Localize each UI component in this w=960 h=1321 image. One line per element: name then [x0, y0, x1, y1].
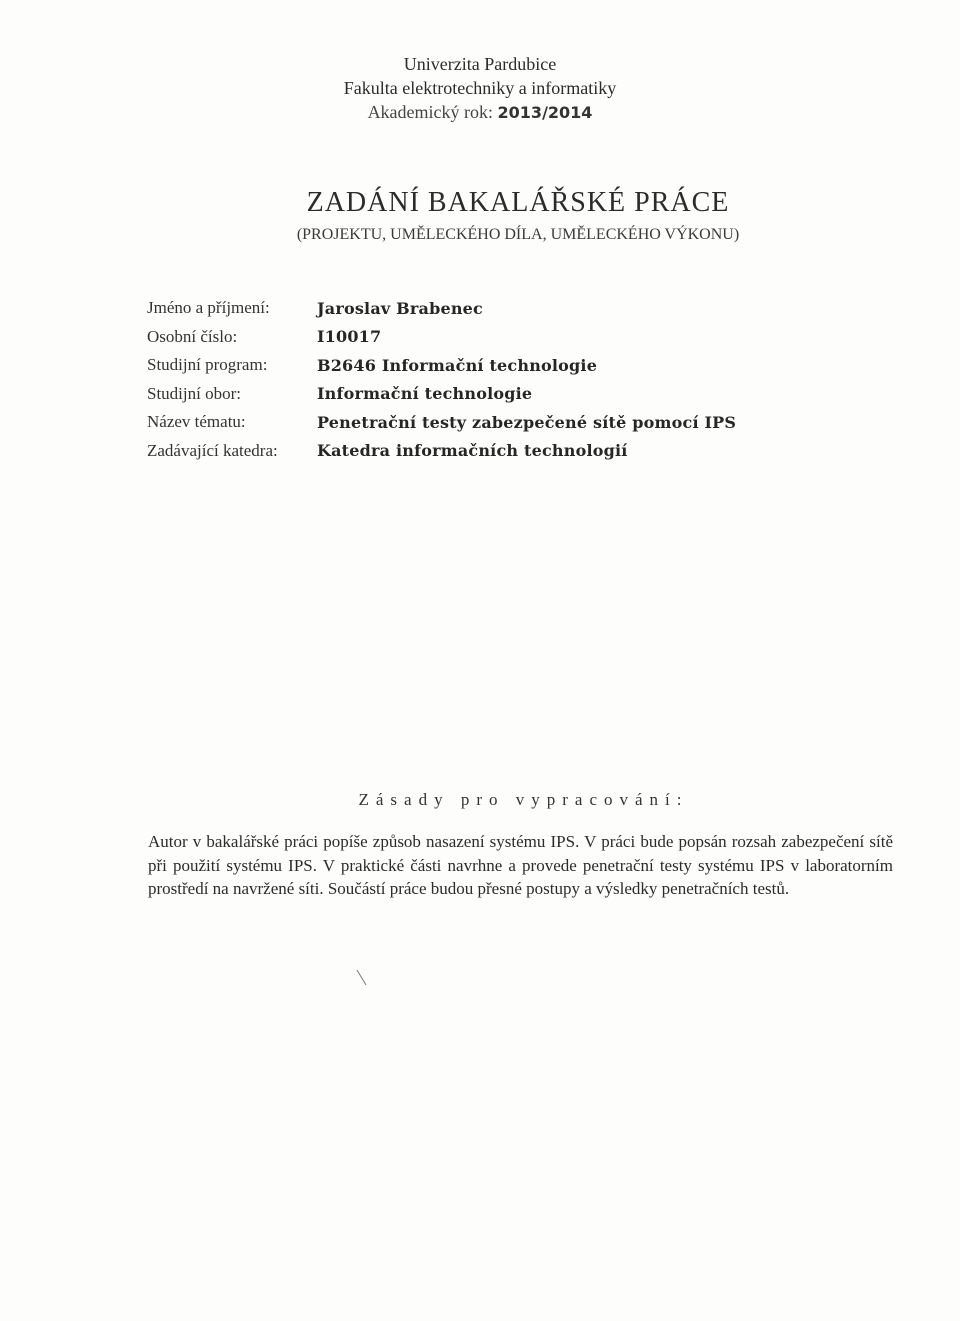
academic-year-label: Akademický rok:	[367, 102, 494, 122]
info-label: Zadávající katedra:	[147, 440, 278, 460]
document-subtitle: (PROJEKTU, UMĚLECKÉHO DÍLA, UMĚLECKÉHO VÝKONU)	[296, 226, 740, 243]
student-info	[147, 294, 736, 465]
info-value: Informační technologie	[317, 384, 533, 404]
academic-year	[0, 100, 960, 125]
info-label: Jméno a příjmení:	[147, 298, 270, 318]
document-title: ZADÁNÍ BAKALÁŘSKÉ PRÁCE	[306, 187, 730, 218]
principles-heading: Zásady pro vypracování:	[358, 790, 689, 809]
info-label: Studijní obor:	[147, 383, 241, 403]
info-label: Osobní číslo:	[147, 326, 238, 346]
university-name: Univerzita Pardubice	[403, 54, 557, 74]
info-value: I10017	[317, 327, 382, 347]
principles-body: Autor v bakalářské práci popíše způsob nasazení systému IPS. V práci bude popsán rozsah zabezpečení sítě při použití systému IPS. V praktické části navrhne a provede penetrační testy systému IPS v laboratorním prostředí na navržené síti. Součástí práce budou přesné postupy a výsledky penetračních testů.	[148, 832, 893, 898]
document-header	[0, 52, 960, 125]
info-row-department	[147, 437, 736, 466]
info-row-study-program	[147, 351, 736, 380]
info-row-personal-number	[147, 323, 736, 352]
info-value: Penetrační testy zabezpečené sítě pomocí IPS	[317, 412, 737, 432]
academic-year-value: 2013/2014	[497, 103, 593, 122]
info-label: Název tématu:	[147, 412, 246, 432]
info-value: Jaroslav Brabenec	[317, 298, 484, 318]
faculty-name: Fakulta elektrotechniky a informatiky	[343, 78, 617, 98]
info-row-study-field	[147, 380, 736, 409]
info-value: Katedra informačních technologií	[317, 441, 628, 461]
info-value: B2646 Informační technologie	[317, 355, 598, 375]
title-block	[0, 186, 960, 246]
pen-stroke-mark	[355, 968, 369, 988]
info-label: Studijní program:	[147, 355, 268, 375]
info-row-topic	[147, 408, 736, 437]
principles-section	[148, 790, 893, 901]
info-row-name	[147, 294, 736, 323]
